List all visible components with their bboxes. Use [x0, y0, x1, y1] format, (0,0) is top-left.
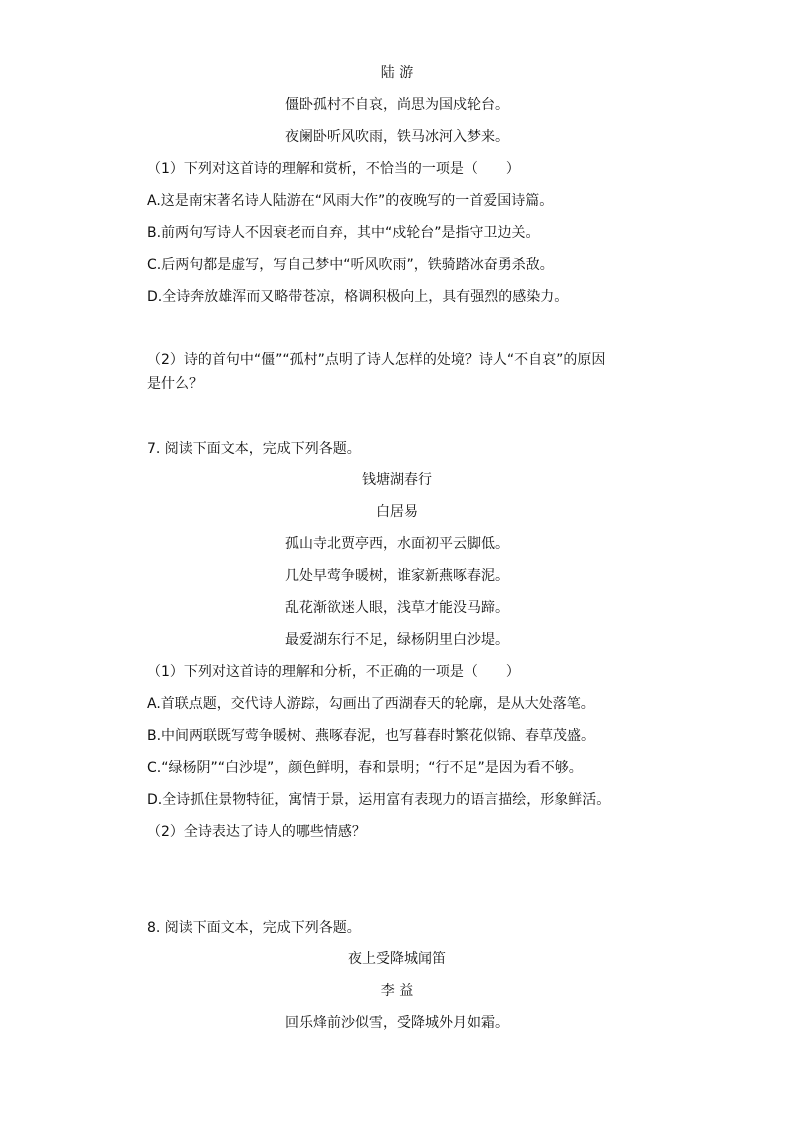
poem1-line-1: 僵卧孤村不自哀，尚思为国戍轮台。 [285, 97, 509, 113]
poem1-q2-line-2: 是什么？ [147, 376, 203, 392]
q7-poem-line-4: 最爱湖东行不足，绿杨阴里白沙堤。 [285, 632, 509, 648]
q7-poem-line-1: 孤山寺北贾亭西，水面初平云脚低。 [285, 536, 509, 552]
poem1-q1-option-c: C.后两句都是虚写，写自己梦中“听风吹雨”，铁骑踏冰奋勇杀敌。 [147, 257, 554, 273]
q7-poem-title: 钱塘湖春行 [362, 472, 432, 488]
poem1-q1-option-d: D.全诗奔放雄浑而又略带苍凉，格调积极向上，具有强烈的感染力。 [147, 289, 569, 305]
q7-q1-option-c: C.“绿杨阴”“白沙堤”，颜色鲜明，春和景明；“行不足”是因为看不够。 [147, 760, 583, 776]
q7-poem-line-2: 几处早莺争暖树，谁家新燕啄春泥。 [285, 568, 509, 584]
q8-poem-title: 夜上受降城闻笛 [348, 951, 446, 967]
q7-q1-option-a: A.首联点题，交代诗人游踪，勾画出了西湖春天的轮廓，是从大处落笔。 [147, 696, 595, 712]
q7-q2-stem: （2）全诗表达了诗人的哪些情感？ [147, 824, 366, 840]
q8-poem-line-1: 回乐烽前沙似雪，受降城外月如霜。 [285, 1015, 509, 1031]
poem1-q2-line-1: （2）诗的首句中“僵”“孤村”点明了诗人怎样的处境？诗人“不自哀”的原因 [147, 352, 606, 368]
q7-poem-line-3: 乱花渐欲迷人眼，浅草才能没马蹄。 [285, 600, 509, 616]
poem1-q1-option-b: B.前两句写诗人不因衰老而自弃，其中“戍轮台”是指守卫边关。 [147, 225, 540, 241]
poem1-q1-option-a: A.这是南宋著名诗人陆游在“风雨大作”的夜晚写的一首爱国诗篇。 [147, 193, 554, 209]
q7-q1-option-d: D.全诗抓住景物特征，寓情于景，运用富有表现力的语言描绘，形象鲜活。 [147, 792, 611, 808]
poem1-author: 陆 游 [380, 65, 414, 81]
q7-instruction: 7. 阅读下面文本，完成下列各题。 [147, 441, 361, 457]
q7-poem-author: 白居易 [376, 504, 418, 520]
q7-q1-stem: （1）下列对这首诗的理解和分析，不正确的一项是（ ） [147, 664, 520, 680]
poem1-q1-stem: （1）下列对这首诗的理解和赏析，不恰当的一项是（ ） [147, 161, 520, 177]
q8-poem-author: 李 益 [380, 983, 414, 999]
q8-instruction: 8. 阅读下面文本，完成下列各题。 [147, 920, 361, 936]
q7-q1-option-b: B.中间两联既写莺争暖树、燕啄春泥，也写暮春时繁花似锦、春草茂盛。 [147, 728, 596, 744]
poem1-line-2: 夜阑卧听风吹雨，铁马冰河入梦来。 [285, 129, 509, 145]
